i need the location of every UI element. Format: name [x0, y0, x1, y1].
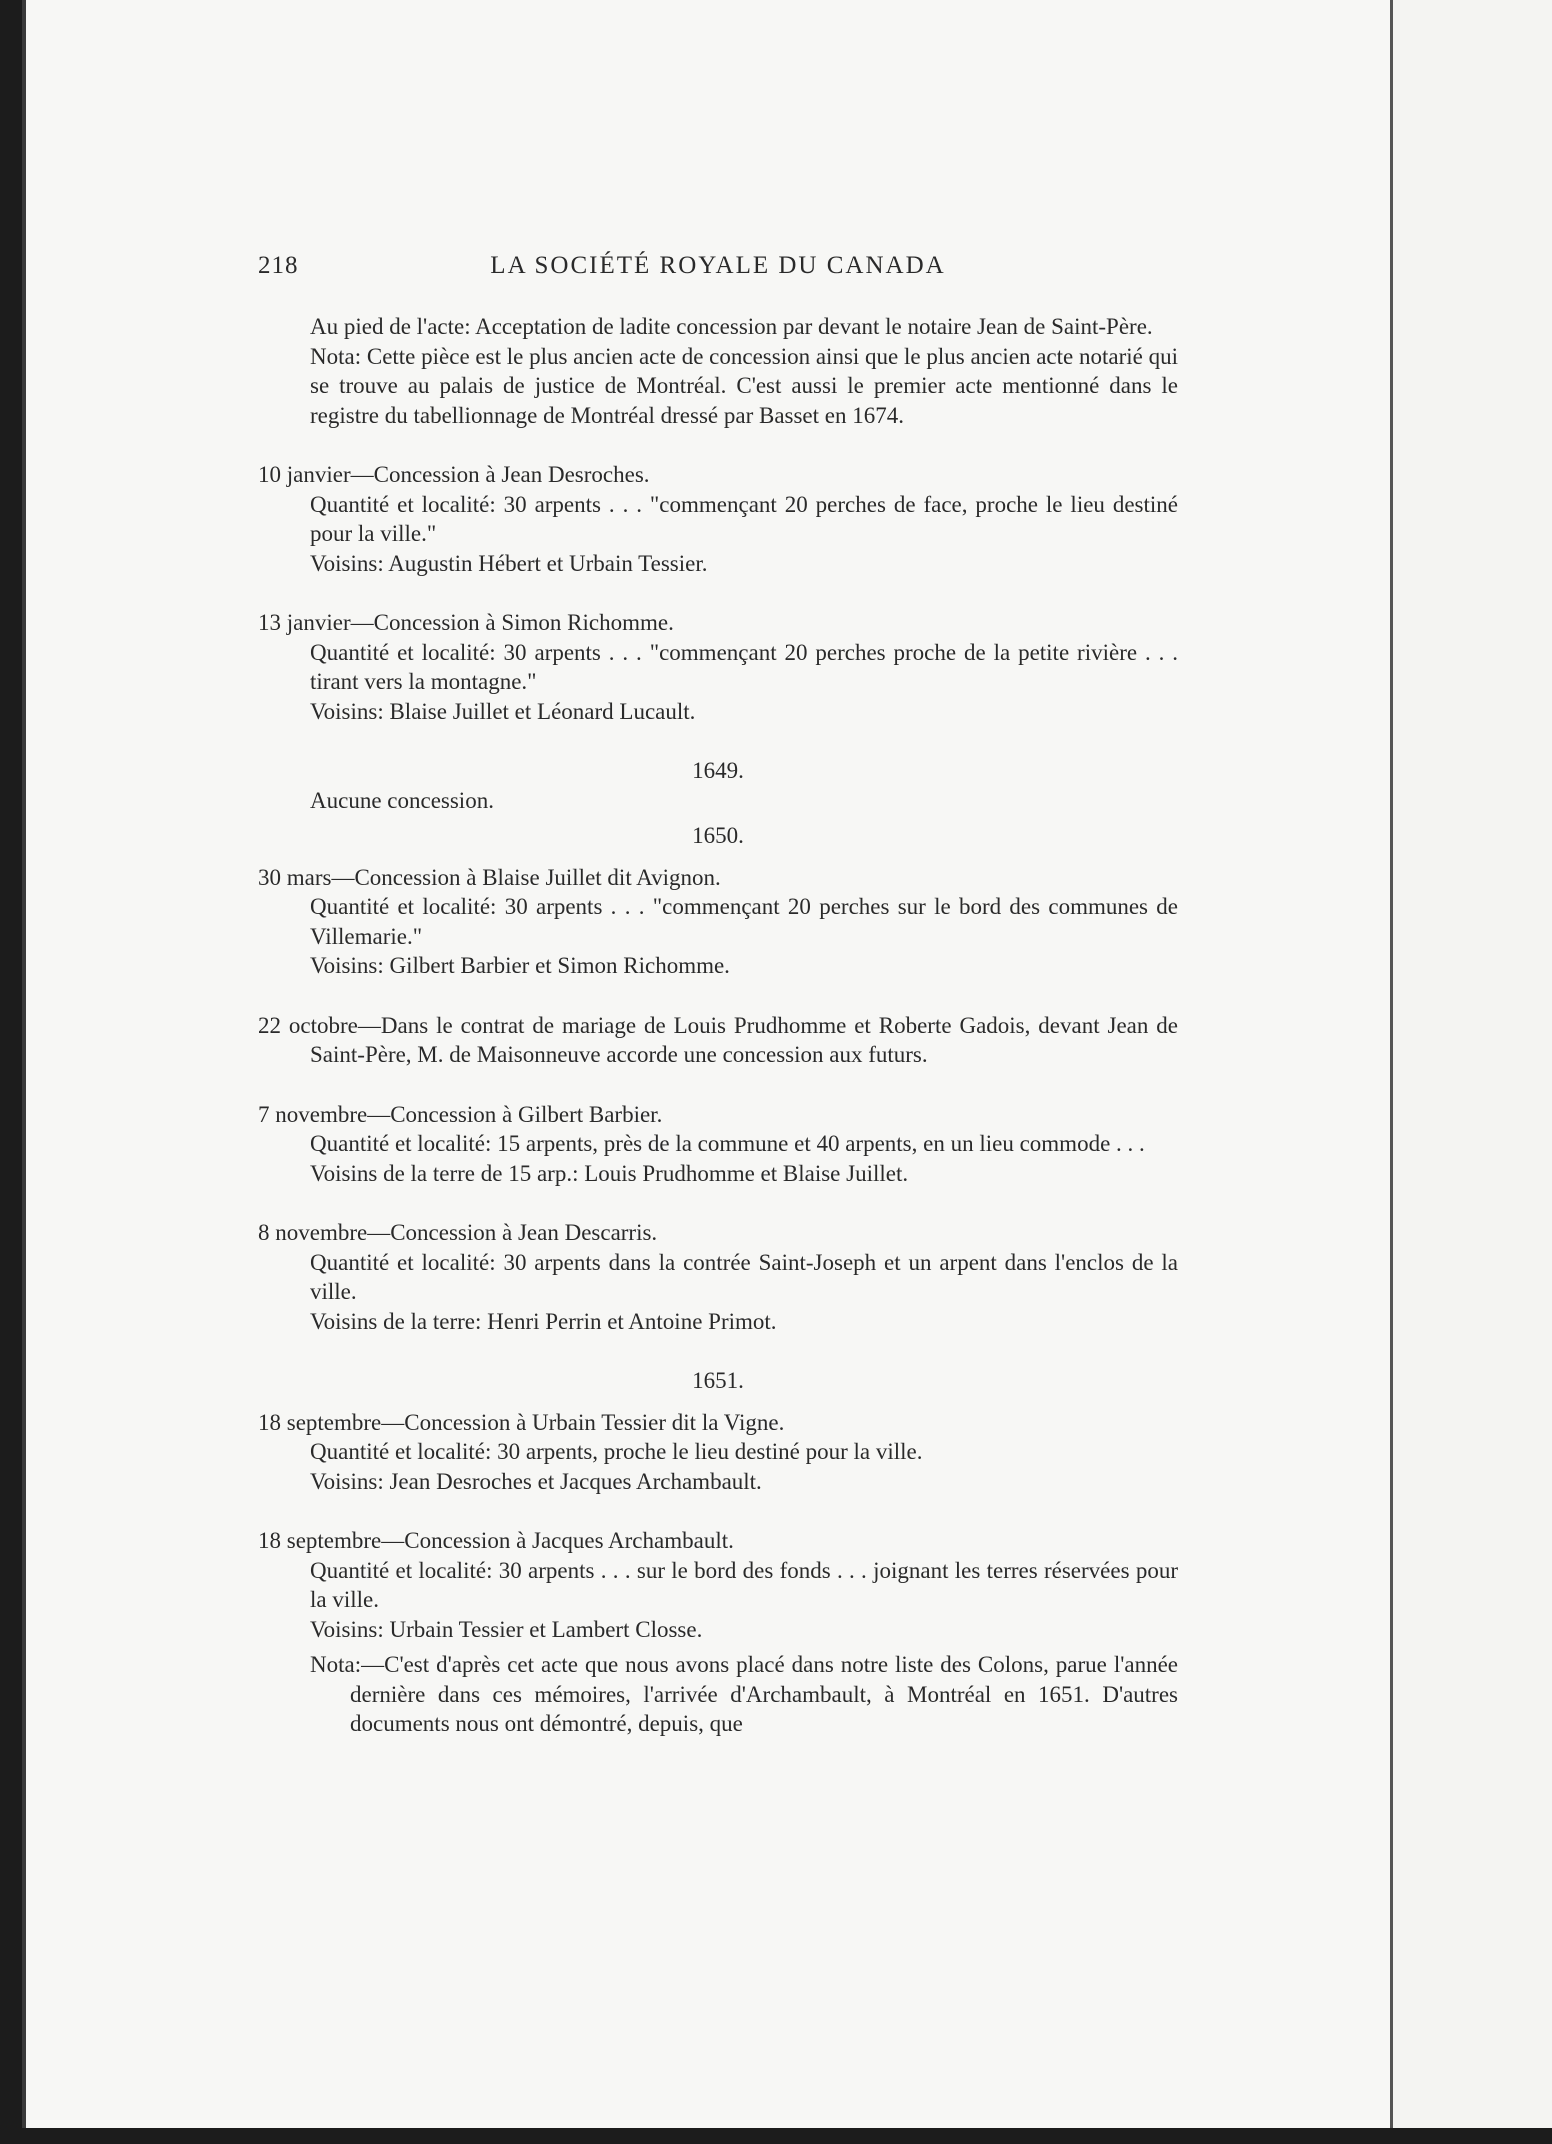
entry-neighbors: Voisins: Blaise Juillet et Léonard Lucault.	[310, 698, 696, 724]
entry-neighbors: Voisins: Jean Desroches et Jacques Archambault.	[310, 1468, 762, 1494]
entry-neighbors: Voisins de la terre: Henri Perrin et Antoine Primot.	[310, 1308, 777, 1334]
entry-quantity: Quantité et localité: 30 arpents dans la contrée Saint-Joseph et un arpent dans l'enclos de la ville.	[310, 1249, 1178, 1304]
entry-title: 18 septembre—Concession à Urbain Tessier dit la Vigne.	[258, 1409, 785, 1435]
running-title: LA SOCIÉTÉ ROYALE DU CANADA	[490, 252, 946, 279]
entry-quantity: Quantité et localité: 30 arpents . . . "commençant 20 perches proche de la petite rivière . . . tirant vers la montagne."	[310, 639, 1178, 694]
entry-quantity: Quantité et localité: 30 arpents, proche le lieu destiné pour la ville.	[310, 1439, 923, 1464]
entry-30-mars	[258, 863, 1178, 981]
scan-border	[0, 2128, 1552, 2144]
intro-block	[258, 312, 1178, 430]
entry-title: 30 mars—Concession à Blaise Juillet dit Avignon.	[258, 864, 721, 890]
entry-13-janvier	[258, 608, 1178, 726]
entry-neighbors: Voisins: Gilbert Barbier et Simon Richomme.	[310, 953, 730, 978]
entry-neighbors: Voisins de la terre de 15 arp.: Louis Prudhomme et Blaise Juillet.	[310, 1160, 909, 1186]
entry-nota: Nota:—C'est d'après cet acte que nous avons placé dans notre liste des Colons, parue l'année dernière dans ces mémoires, l'arrivée d'Archambault, à Montréal en 1651. D'autres documents nous ont démontré, depuis, que	[310, 1652, 1178, 1736]
entry-title: 18 septembre—Concession à Jacques Archambault.	[258, 1528, 734, 1553]
entry-title: 10 janvier—Concession à Jean Desroches.	[258, 462, 650, 487]
entry-neighbors: Voisins: Urbain Tessier et Lambert Closse.	[310, 1616, 703, 1642]
entry-18-septembre-archambault	[258, 1526, 1178, 1739]
entry-quantity: Quantité et localité: 30 arpents . . . "commençant 20 perches de face, proche le lieu destiné pour la ville."	[310, 491, 1178, 546]
entry-neighbors: Voisins: Augustin Hébert et Urbain Tessier.	[310, 550, 708, 576]
facing-page-edge	[1390, 0, 1552, 2128]
entry-quantity: Quantité et localité: 15 arpents, près de la commune et 40 arpents, en un lieu commode . . .	[310, 1131, 1145, 1156]
intro-nota: Nota: Cette pièce est le plus ancien acte de concession ainsi que le plus ancien acte notarié qui se trouve au palais de justice de Montréal. C'est aussi le premier acte mentionné dans le registre du tabellionnage de Montréal dressé par Basset en 1674.	[310, 343, 1178, 428]
year-heading-1649: 1649.	[692, 758, 744, 783]
entry-22-octobre	[258, 1011, 1178, 1070]
intro-acceptance: Au pied de l'acte: Acceptation de ladite concession par devant le notaire Jean de Saint-Père.	[310, 314, 1153, 339]
year-heading-1651: 1651.	[692, 1368, 744, 1393]
entry-title: 13 janvier—Concession à Simon Richomme.	[258, 610, 674, 635]
entry-8-novembre	[258, 1218, 1178, 1336]
no-concession-note: Aucune concession.	[310, 787, 494, 813]
entry-10-janvier	[258, 460, 1178, 578]
page-number: 218	[258, 252, 299, 279]
entry-7-novembre	[258, 1100, 1178, 1189]
page-header	[258, 252, 1178, 286]
entry-quantity: Quantité et localité: 30 arpents . . . sur le bord des fonds . . . joignant les terres réservées pour la ville.	[310, 1557, 1178, 1612]
year-heading-1650: 1650.	[692, 823, 744, 848]
entry-18-septembre-tessier	[258, 1408, 1178, 1497]
entry-title: 8 novembre—Concession à Jean Descarris.	[258, 1220, 658, 1245]
entry-title: 22 octobre—Dans le contrat de mariage de Louis Prudhomme et Roberte Gadois, devant Jean de Saint-Père, M. de Maisonneuve accorde une concession aux futurs.	[258, 1012, 1178, 1067]
entry-quantity: Quantité et localité: 30 arpents . . . "commençant 20 perches sur le bord des communes de Villemarie."	[310, 894, 1178, 949]
document-body	[258, 312, 1178, 1739]
entry-title: 7 novembre—Concession à Gilbert Barbier.	[258, 1101, 663, 1127]
